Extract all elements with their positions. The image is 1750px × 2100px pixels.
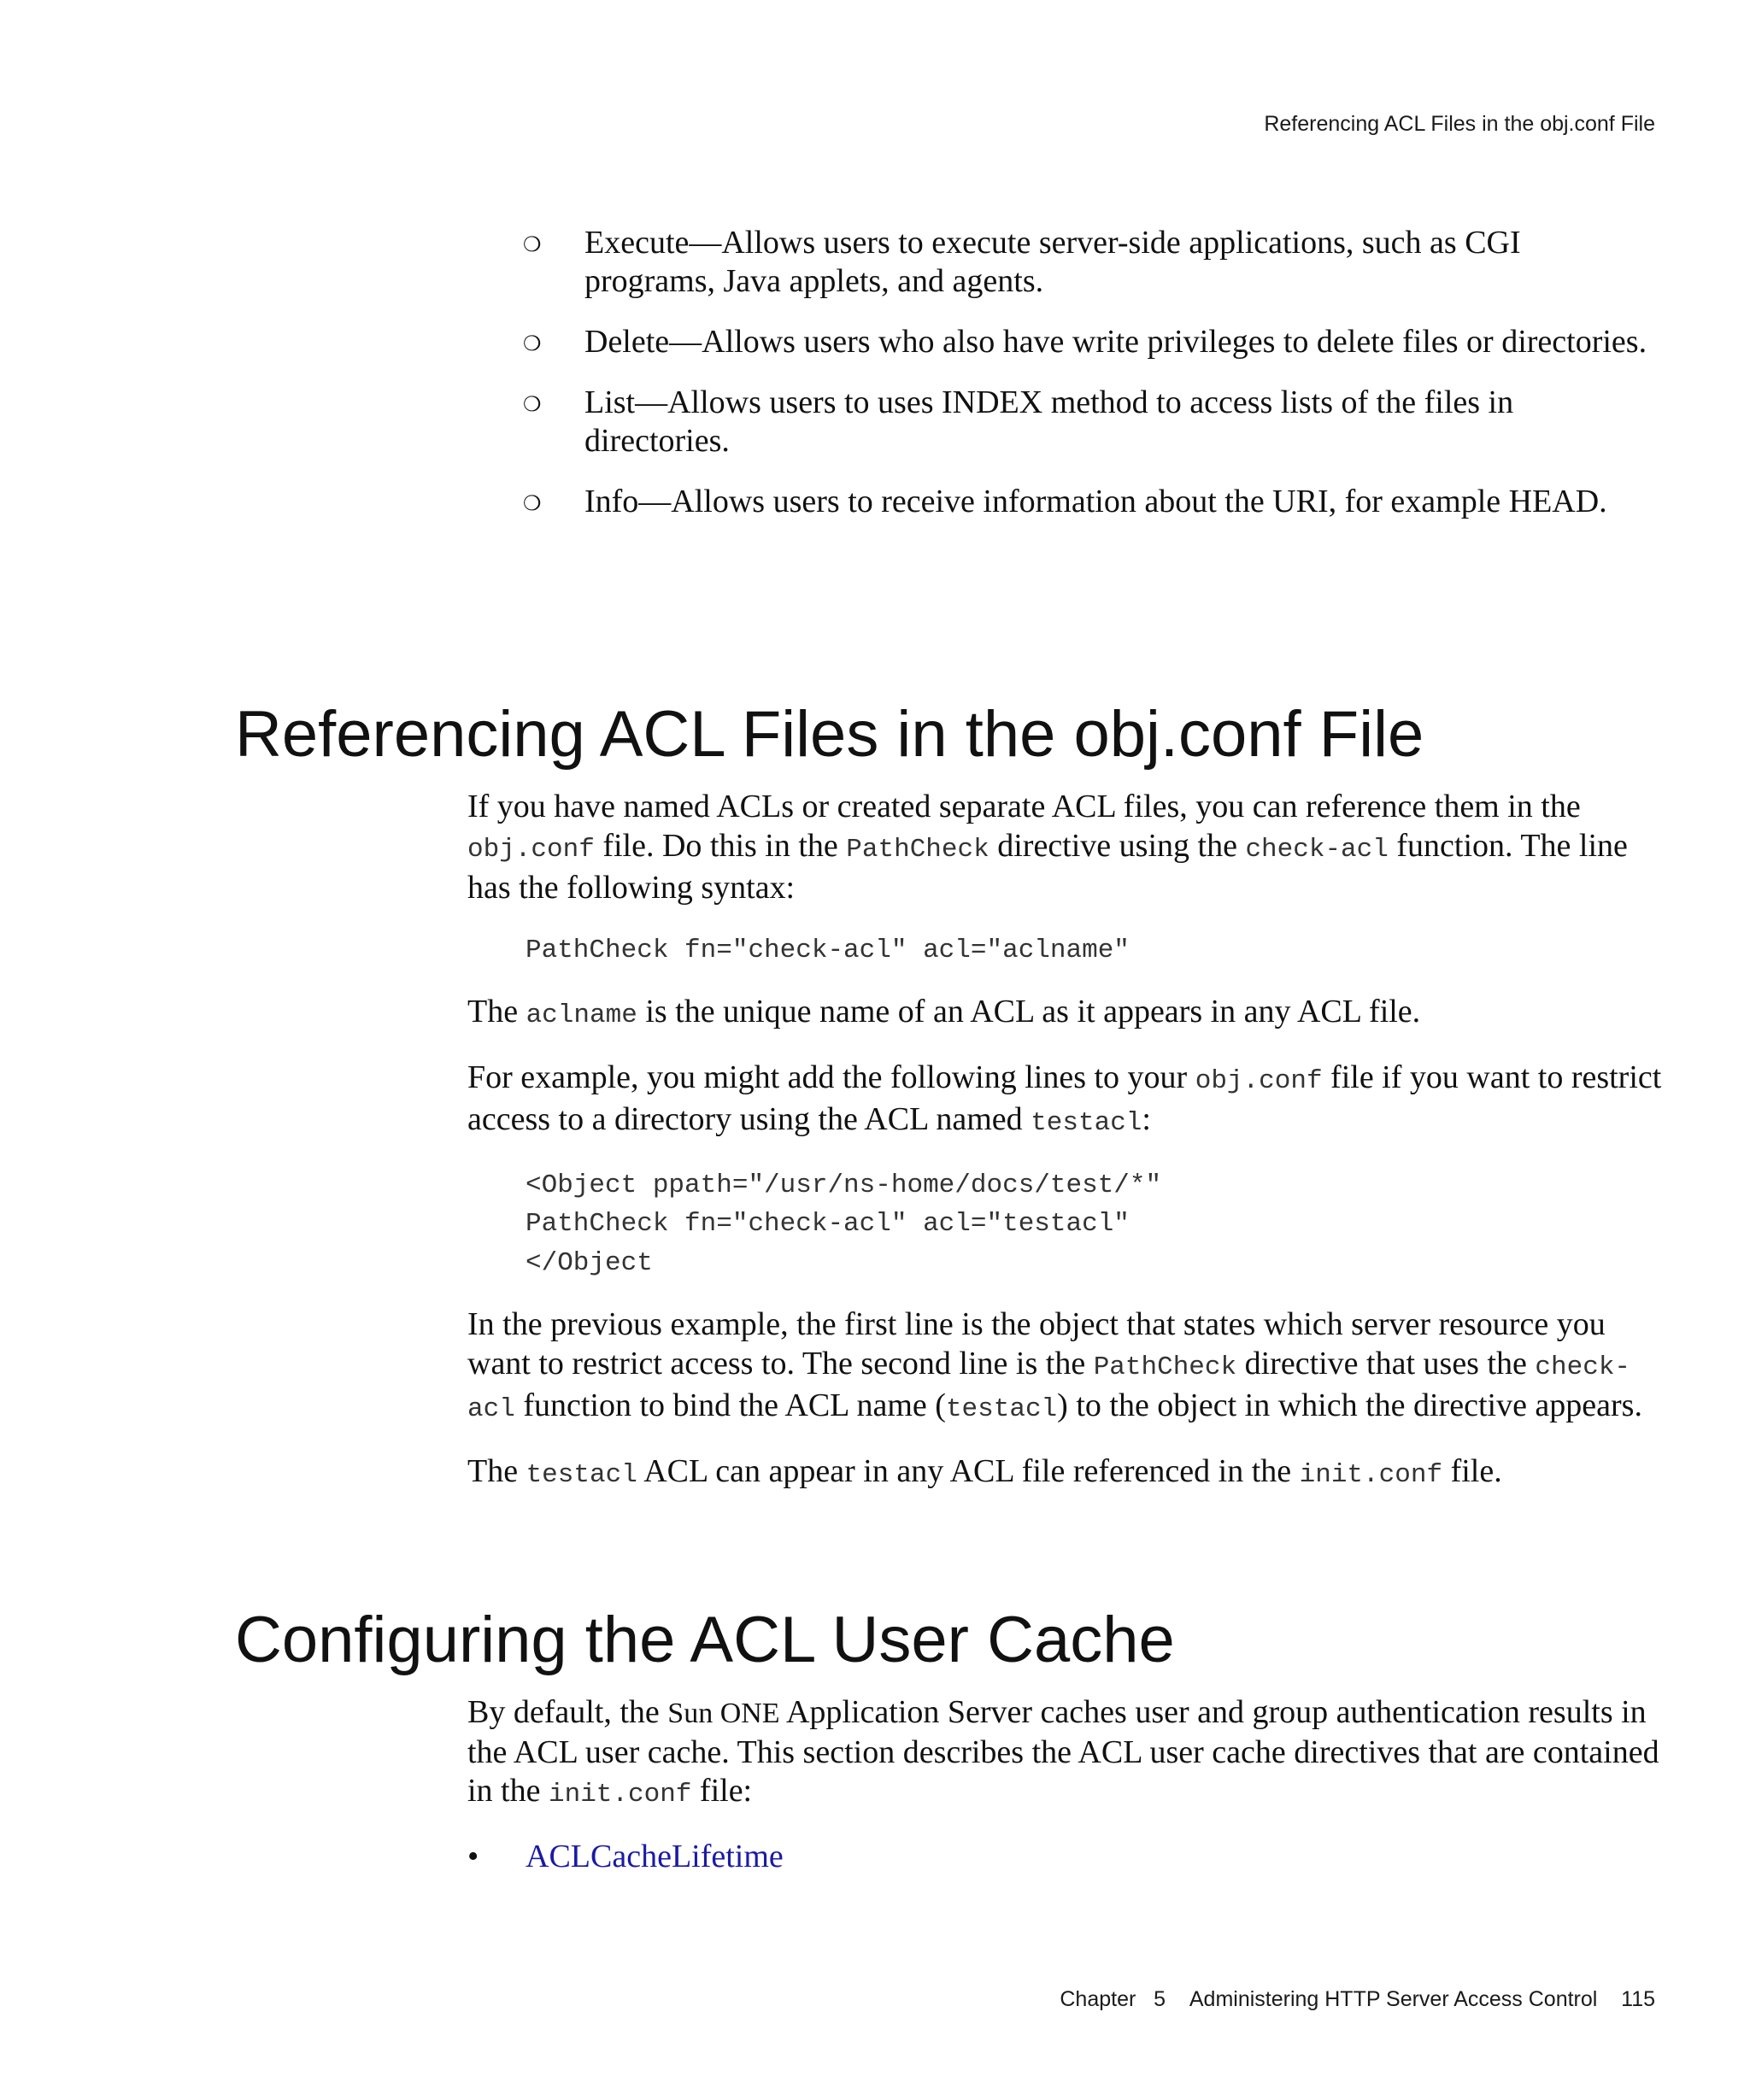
list-item (523, 483, 1659, 521)
list-item (523, 323, 1659, 361)
paragraph: The aclname is the unique name of an ACL as it appears in any ACL file. (467, 994, 1421, 1030)
hollow-bullet-icon: ❍ (523, 392, 542, 416)
list-item-text: Info—Allows users to receive information about the URI, for example HEAD. (584, 484, 1607, 519)
section-heading-acl-user-cache: Configuring the ACL User Cache (235, 1604, 1175, 1676)
product-name: Sun ONE (667, 1698, 780, 1729)
code-term: PathCheck (1093, 1352, 1237, 1382)
list-item-text: List—Allows users to uses INDEX method to access lists of the files in directories. (584, 384, 1514, 459)
footer-chapter-title: Administering HTTP Server Access Control (1189, 1987, 1598, 2011)
section-heading-referencing-acl: Referencing ACL Files in the obj.conf File (235, 698, 1424, 771)
code-example-object: <Object ppath="/usr/ns-home/docs/test/*" PathCheck fn="check-acl" acl="testacl" </Object (526, 1170, 1162, 1278)
hollow-bullet-icon: ❍ (523, 491, 542, 515)
section-body-acl-user-cache (467, 1693, 1664, 1876)
hollow-bullet-icon: ❍ (523, 331, 542, 355)
code-term: testacl (945, 1394, 1058, 1424)
paragraph: If you have named ACLs or created separate ACL files, you can reference them in the obj.conf file. Do this in the PathCheck directive using the check-acl function. The line has the following syntax: (467, 789, 1628, 906)
code-term: obj.conf (467, 834, 595, 865)
paragraph: For example, you might add the following lines to your obj.conf file if you want to restrict access to a directory using the ACL named testacl: (467, 1059, 1662, 1138)
acl-cache-lifetime-link[interactable]: ACLCacheLifetime (526, 1838, 784, 1874)
directive-list (467, 1838, 1664, 1877)
code-term: PathCheck (846, 834, 990, 865)
code-term: testacl (1031, 1108, 1142, 1138)
list-item (523, 384, 1659, 460)
code-term: aclname (526, 1000, 637, 1030)
section-body-referencing-acl (467, 788, 1664, 1517)
code-term: check-acl (467, 1352, 1631, 1424)
footer-chapter-label: Chapter (1060, 1987, 1136, 2011)
running-header: Referencing ACL Files in the obj.conf File (1264, 112, 1655, 136)
code-term: obj.conf (1195, 1065, 1323, 1096)
code-term: testacl (526, 1459, 637, 1490)
paragraph: By default, the Sun ONE Application Server caches user and group authentication results in the ACL user cache. This section describes the ACL user cache directives that are contained in the init.conf file: (467, 1694, 1659, 1810)
code-example-syntax: PathCheck fn="check-acl" acl="aclname" (526, 935, 1130, 965)
bullet-icon: • (467, 1838, 479, 1874)
page-footer (1060, 1986, 1655, 2012)
paragraph: The testacl ACL can appear in any ACL file referenced in the init.conf file. (467, 1452, 1502, 1490)
list-item (467, 1838, 1664, 1877)
paragraph: In the previous example, the first line is the object that states which server resource you want to restrict access to. The second line is the PathCheck directive that uses the check-acl function to bind the ACL name (testacl) to the object in which the directive appears. (467, 1306, 1642, 1424)
hollow-bullet-icon: ❍ (523, 232, 542, 256)
footer-chapter-number: 5 (1154, 1987, 1166, 2011)
list-item-text: Delete—Allows users who also have write privileges to delete files or directories. (584, 324, 1647, 360)
access-rights-list (523, 224, 1659, 543)
list-item (523, 224, 1659, 301)
code-term: check-acl (1245, 834, 1389, 865)
code-term: init.conf (1299, 1459, 1443, 1490)
page-number: 115 (1621, 1987, 1655, 2011)
code-term: init.conf (548, 1780, 692, 1810)
list-item-text: Execute—Allows users to execute server-side applications, such as CGI programs, Java applets, and agents. (584, 225, 1521, 299)
